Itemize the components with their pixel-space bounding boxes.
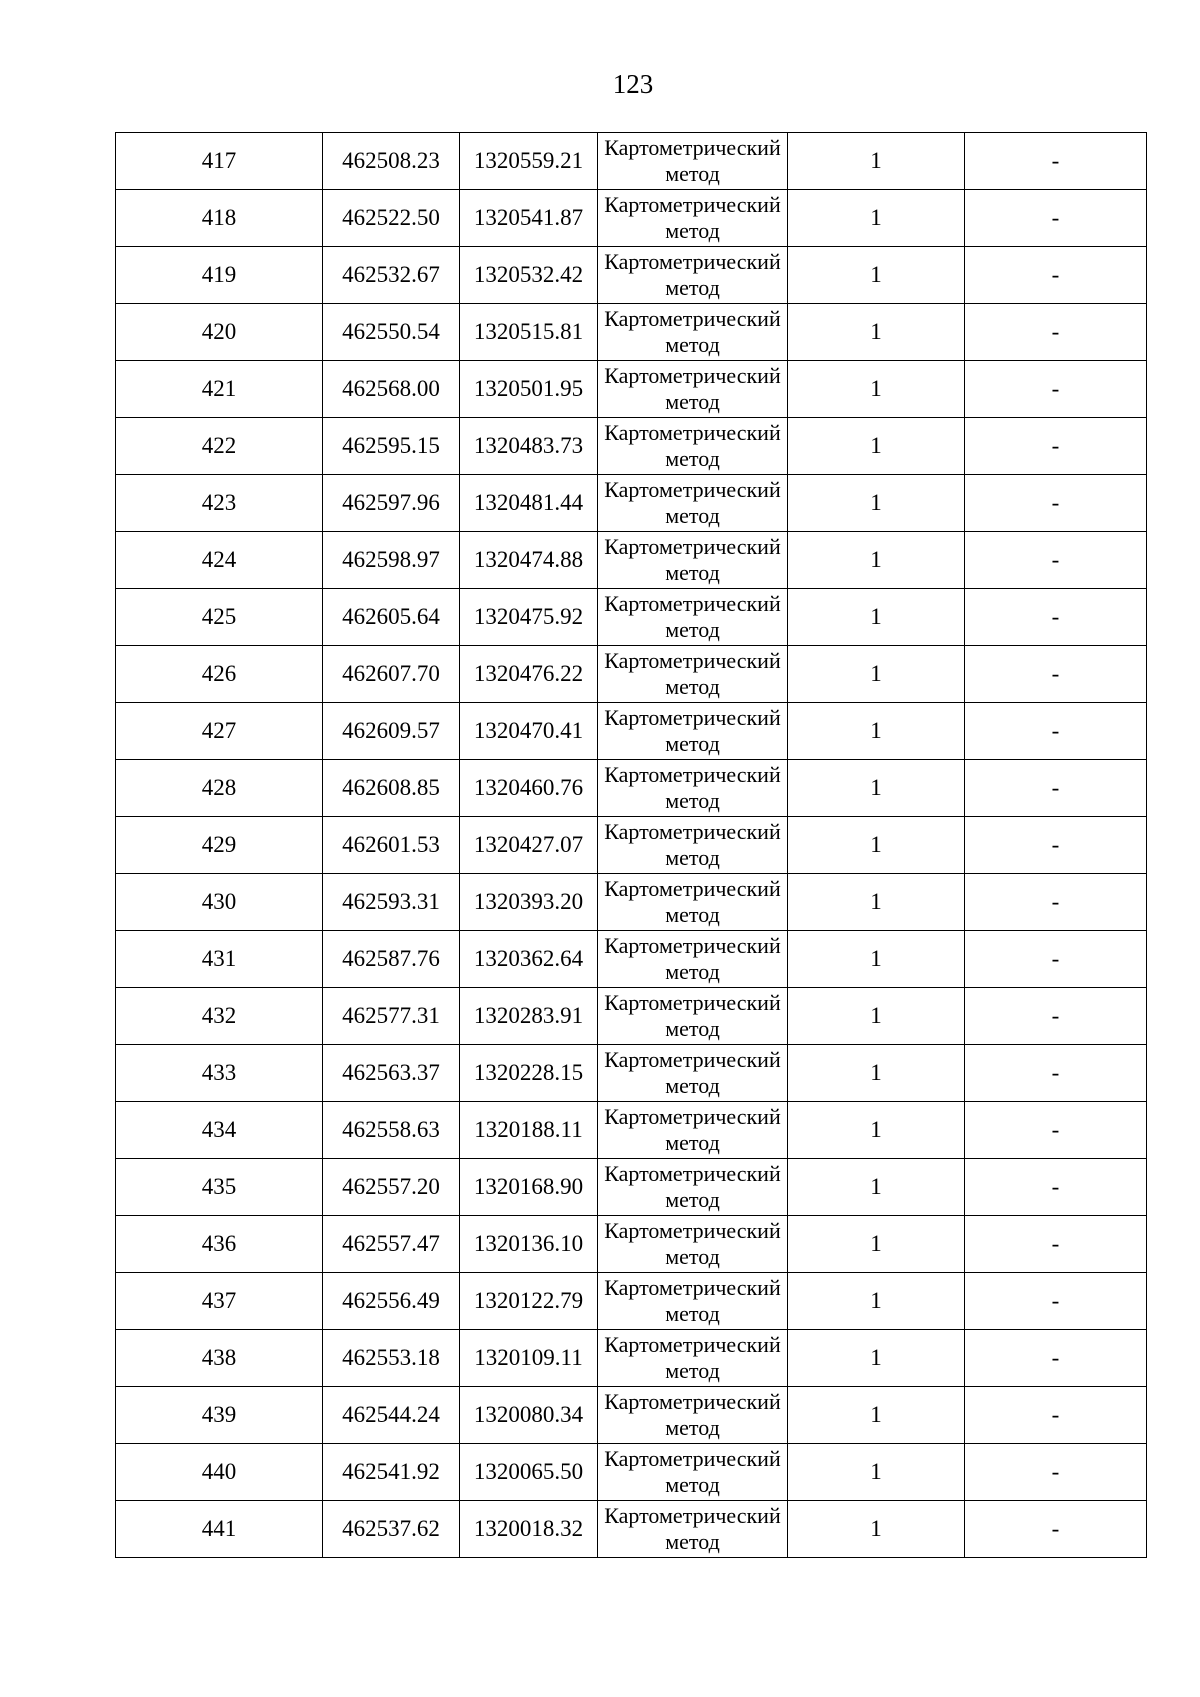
note-cell: - [965, 1045, 1147, 1102]
x-coordinate-cell: 462568.00 [323, 361, 460, 418]
method-cell: Картометрический метод [598, 1273, 788, 1330]
note-cell: - [965, 589, 1147, 646]
method-cell: Картометрический метод [598, 874, 788, 931]
y-coordinate-cell: 1320481.44 [460, 475, 598, 532]
table-row [116, 589, 1147, 646]
y-coordinate-cell: 1320501.95 [460, 361, 598, 418]
point-number-cell: 435 [116, 1159, 323, 1216]
y-coordinate-cell: 1320476.22 [460, 646, 598, 703]
point-number-cell: 433 [116, 1045, 323, 1102]
method-cell: Картометрический метод [598, 988, 788, 1045]
x-coordinate-cell: 462557.20 [323, 1159, 460, 1216]
y-coordinate-cell: 1320362.64 [460, 931, 598, 988]
note-cell: - [965, 361, 1147, 418]
point-number-cell: 434 [116, 1102, 323, 1159]
x-coordinate-cell: 462607.70 [323, 646, 460, 703]
accuracy-cell: 1 [788, 589, 965, 646]
y-coordinate-cell: 1320393.20 [460, 874, 598, 931]
accuracy-cell: 1 [788, 361, 965, 418]
accuracy-cell: 1 [788, 1273, 965, 1330]
table-row [116, 532, 1147, 589]
table-row [116, 475, 1147, 532]
table-row [116, 361, 1147, 418]
y-coordinate-cell: 1320065.50 [460, 1444, 598, 1501]
point-number-cell: 421 [116, 361, 323, 418]
table-row [116, 817, 1147, 874]
x-coordinate-cell: 462595.15 [323, 418, 460, 475]
note-cell: - [965, 1501, 1147, 1558]
table-row [116, 988, 1147, 1045]
method-cell: Картометрический метод [598, 190, 788, 247]
point-number-cell: 441 [116, 1501, 323, 1558]
note-cell: - [965, 874, 1147, 931]
accuracy-cell: 1 [788, 1330, 965, 1387]
note-cell: - [965, 703, 1147, 760]
note-cell: - [965, 988, 1147, 1045]
method-cell: Картометрический метод [598, 1330, 788, 1387]
point-number-cell: 418 [116, 190, 323, 247]
note-cell: - [965, 1444, 1147, 1501]
x-coordinate-cell: 462601.53 [323, 817, 460, 874]
accuracy-cell: 1 [788, 874, 965, 931]
point-number-cell: 420 [116, 304, 323, 361]
y-coordinate-cell: 1320427.07 [460, 817, 598, 874]
note-cell: - [965, 532, 1147, 589]
accuracy-cell: 1 [788, 1501, 965, 1558]
accuracy-cell: 1 [788, 247, 965, 304]
y-coordinate-cell: 1320018.32 [460, 1501, 598, 1558]
method-cell: Картометрический метод [598, 1501, 788, 1558]
method-cell: Картометрический метод [598, 1102, 788, 1159]
x-coordinate-cell: 462558.63 [323, 1102, 460, 1159]
x-coordinate-cell: 462577.31 [323, 988, 460, 1045]
accuracy-cell: 1 [788, 703, 965, 760]
accuracy-cell: 1 [788, 133, 965, 190]
accuracy-cell: 1 [788, 646, 965, 703]
y-coordinate-cell: 1320168.90 [460, 1159, 598, 1216]
method-cell: Картометрический метод [598, 1216, 788, 1273]
accuracy-cell: 1 [788, 190, 965, 247]
y-coordinate-cell: 1320474.88 [460, 532, 598, 589]
y-coordinate-cell: 1320122.79 [460, 1273, 598, 1330]
table-row [116, 247, 1147, 304]
y-coordinate-cell: 1320188.11 [460, 1102, 598, 1159]
accuracy-cell: 1 [788, 817, 965, 874]
accuracy-cell: 1 [788, 760, 965, 817]
x-coordinate-cell: 462537.62 [323, 1501, 460, 1558]
note-cell: - [965, 190, 1147, 247]
method-cell: Картометрический метод [598, 817, 788, 874]
table-row [116, 931, 1147, 988]
x-coordinate-cell: 462541.92 [323, 1444, 460, 1501]
method-cell: Картометрический метод [598, 760, 788, 817]
accuracy-cell: 1 [788, 988, 965, 1045]
method-cell: Картометрический метод [598, 304, 788, 361]
x-coordinate-cell: 462550.54 [323, 304, 460, 361]
table-row [116, 646, 1147, 703]
accuracy-cell: 1 [788, 418, 965, 475]
accuracy-cell: 1 [788, 475, 965, 532]
x-coordinate-cell: 462605.64 [323, 589, 460, 646]
x-coordinate-cell: 462609.57 [323, 703, 460, 760]
x-coordinate-cell: 462553.18 [323, 1330, 460, 1387]
accuracy-cell: 1 [788, 304, 965, 361]
point-number-cell: 437 [116, 1273, 323, 1330]
y-coordinate-cell: 1320470.41 [460, 703, 598, 760]
point-number-cell: 430 [116, 874, 323, 931]
method-cell: Картометрический метод [598, 247, 788, 304]
point-number-cell: 423 [116, 475, 323, 532]
table-row [116, 1216, 1147, 1273]
point-number-cell: 424 [116, 532, 323, 589]
x-coordinate-cell: 462597.96 [323, 475, 460, 532]
method-cell: Картометрический метод [598, 475, 788, 532]
accuracy-cell: 1 [788, 532, 965, 589]
coordinates-table [115, 132, 1147, 1558]
method-cell: Картометрический метод [598, 646, 788, 703]
note-cell: - [965, 1387, 1147, 1444]
point-number-cell: 426 [116, 646, 323, 703]
y-coordinate-cell: 1320228.15 [460, 1045, 598, 1102]
note-cell: - [965, 817, 1147, 874]
table-row [116, 760, 1147, 817]
method-cell: Картометрический метод [598, 418, 788, 475]
accuracy-cell: 1 [788, 1045, 965, 1102]
note-cell: - [965, 475, 1147, 532]
note-cell: - [965, 760, 1147, 817]
table-row [116, 133, 1147, 190]
table-row [116, 1387, 1147, 1444]
point-number-cell: 427 [116, 703, 323, 760]
y-coordinate-cell: 1320475.92 [460, 589, 598, 646]
note-cell: - [965, 1216, 1147, 1273]
note-cell: - [965, 133, 1147, 190]
table-row [116, 1159, 1147, 1216]
y-coordinate-cell: 1320541.87 [460, 190, 598, 247]
x-coordinate-cell: 462598.97 [323, 532, 460, 589]
table-row [116, 1045, 1147, 1102]
y-coordinate-cell: 1320283.91 [460, 988, 598, 1045]
coordinates-table-body [116, 133, 1147, 1558]
note-cell: - [965, 1102, 1147, 1159]
point-number-cell: 422 [116, 418, 323, 475]
method-cell: Картометрический метод [598, 532, 788, 589]
x-coordinate-cell: 462556.49 [323, 1273, 460, 1330]
method-cell: Картометрический метод [598, 133, 788, 190]
method-cell: Картометрический метод [598, 1045, 788, 1102]
point-number-cell: 425 [116, 589, 323, 646]
x-coordinate-cell: 462544.24 [323, 1387, 460, 1444]
y-coordinate-cell: 1320532.42 [460, 247, 598, 304]
point-number-cell: 417 [116, 133, 323, 190]
method-cell: Картометрический метод [598, 1159, 788, 1216]
x-coordinate-cell: 462587.76 [323, 931, 460, 988]
note-cell: - [965, 1330, 1147, 1387]
table-row [116, 304, 1147, 361]
point-number-cell: 419 [116, 247, 323, 304]
point-number-cell: 438 [116, 1330, 323, 1387]
accuracy-cell: 1 [788, 1387, 965, 1444]
y-coordinate-cell: 1320136.10 [460, 1216, 598, 1273]
x-coordinate-cell: 462608.85 [323, 760, 460, 817]
page-number: 123 [612, 69, 654, 99]
accuracy-cell: 1 [788, 1216, 965, 1273]
point-number-cell: 431 [116, 931, 323, 988]
x-coordinate-cell: 462593.31 [323, 874, 460, 931]
point-number-cell: 428 [116, 760, 323, 817]
table-row [116, 1102, 1147, 1159]
y-coordinate-cell: 1320460.76 [460, 760, 598, 817]
point-number-cell: 429 [116, 817, 323, 874]
y-coordinate-cell: 1320080.34 [460, 1387, 598, 1444]
x-coordinate-cell: 462532.67 [323, 247, 460, 304]
table-row [116, 1444, 1147, 1501]
x-coordinate-cell: 462557.47 [323, 1216, 460, 1273]
x-coordinate-cell: 462563.37 [323, 1045, 460, 1102]
accuracy-cell: 1 [788, 1102, 965, 1159]
point-number-cell: 439 [116, 1387, 323, 1444]
table-row [116, 1273, 1147, 1330]
method-cell: Картометрический метод [598, 589, 788, 646]
accuracy-cell: 1 [788, 1159, 965, 1216]
note-cell: - [965, 418, 1147, 475]
table-row [116, 418, 1147, 475]
method-cell: Картометрический метод [598, 361, 788, 418]
point-number-cell: 432 [116, 988, 323, 1045]
method-cell: Картометрический метод [598, 1387, 788, 1444]
note-cell: - [965, 304, 1147, 361]
y-coordinate-cell: 1320515.81 [460, 304, 598, 361]
method-cell: Картометрический метод [598, 931, 788, 988]
table-row [116, 703, 1147, 760]
method-cell: Картометрический метод [598, 703, 788, 760]
accuracy-cell: 1 [788, 931, 965, 988]
note-cell: - [965, 1273, 1147, 1330]
table-row [116, 190, 1147, 247]
note-cell: - [965, 1159, 1147, 1216]
note-cell: - [965, 247, 1147, 304]
x-coordinate-cell: 462508.23 [323, 133, 460, 190]
method-cell: Картометрический метод [598, 1444, 788, 1501]
note-cell: - [965, 931, 1147, 988]
table-row [116, 874, 1147, 931]
table-row [116, 1330, 1147, 1387]
point-number-cell: 440 [116, 1444, 323, 1501]
y-coordinate-cell: 1320109.11 [460, 1330, 598, 1387]
y-coordinate-cell: 1320483.73 [460, 418, 598, 475]
table-row [116, 1501, 1147, 1558]
y-coordinate-cell: 1320559.21 [460, 133, 598, 190]
accuracy-cell: 1 [788, 1444, 965, 1501]
point-number-cell: 436 [116, 1216, 323, 1273]
x-coordinate-cell: 462522.50 [323, 190, 460, 247]
note-cell: - [965, 646, 1147, 703]
